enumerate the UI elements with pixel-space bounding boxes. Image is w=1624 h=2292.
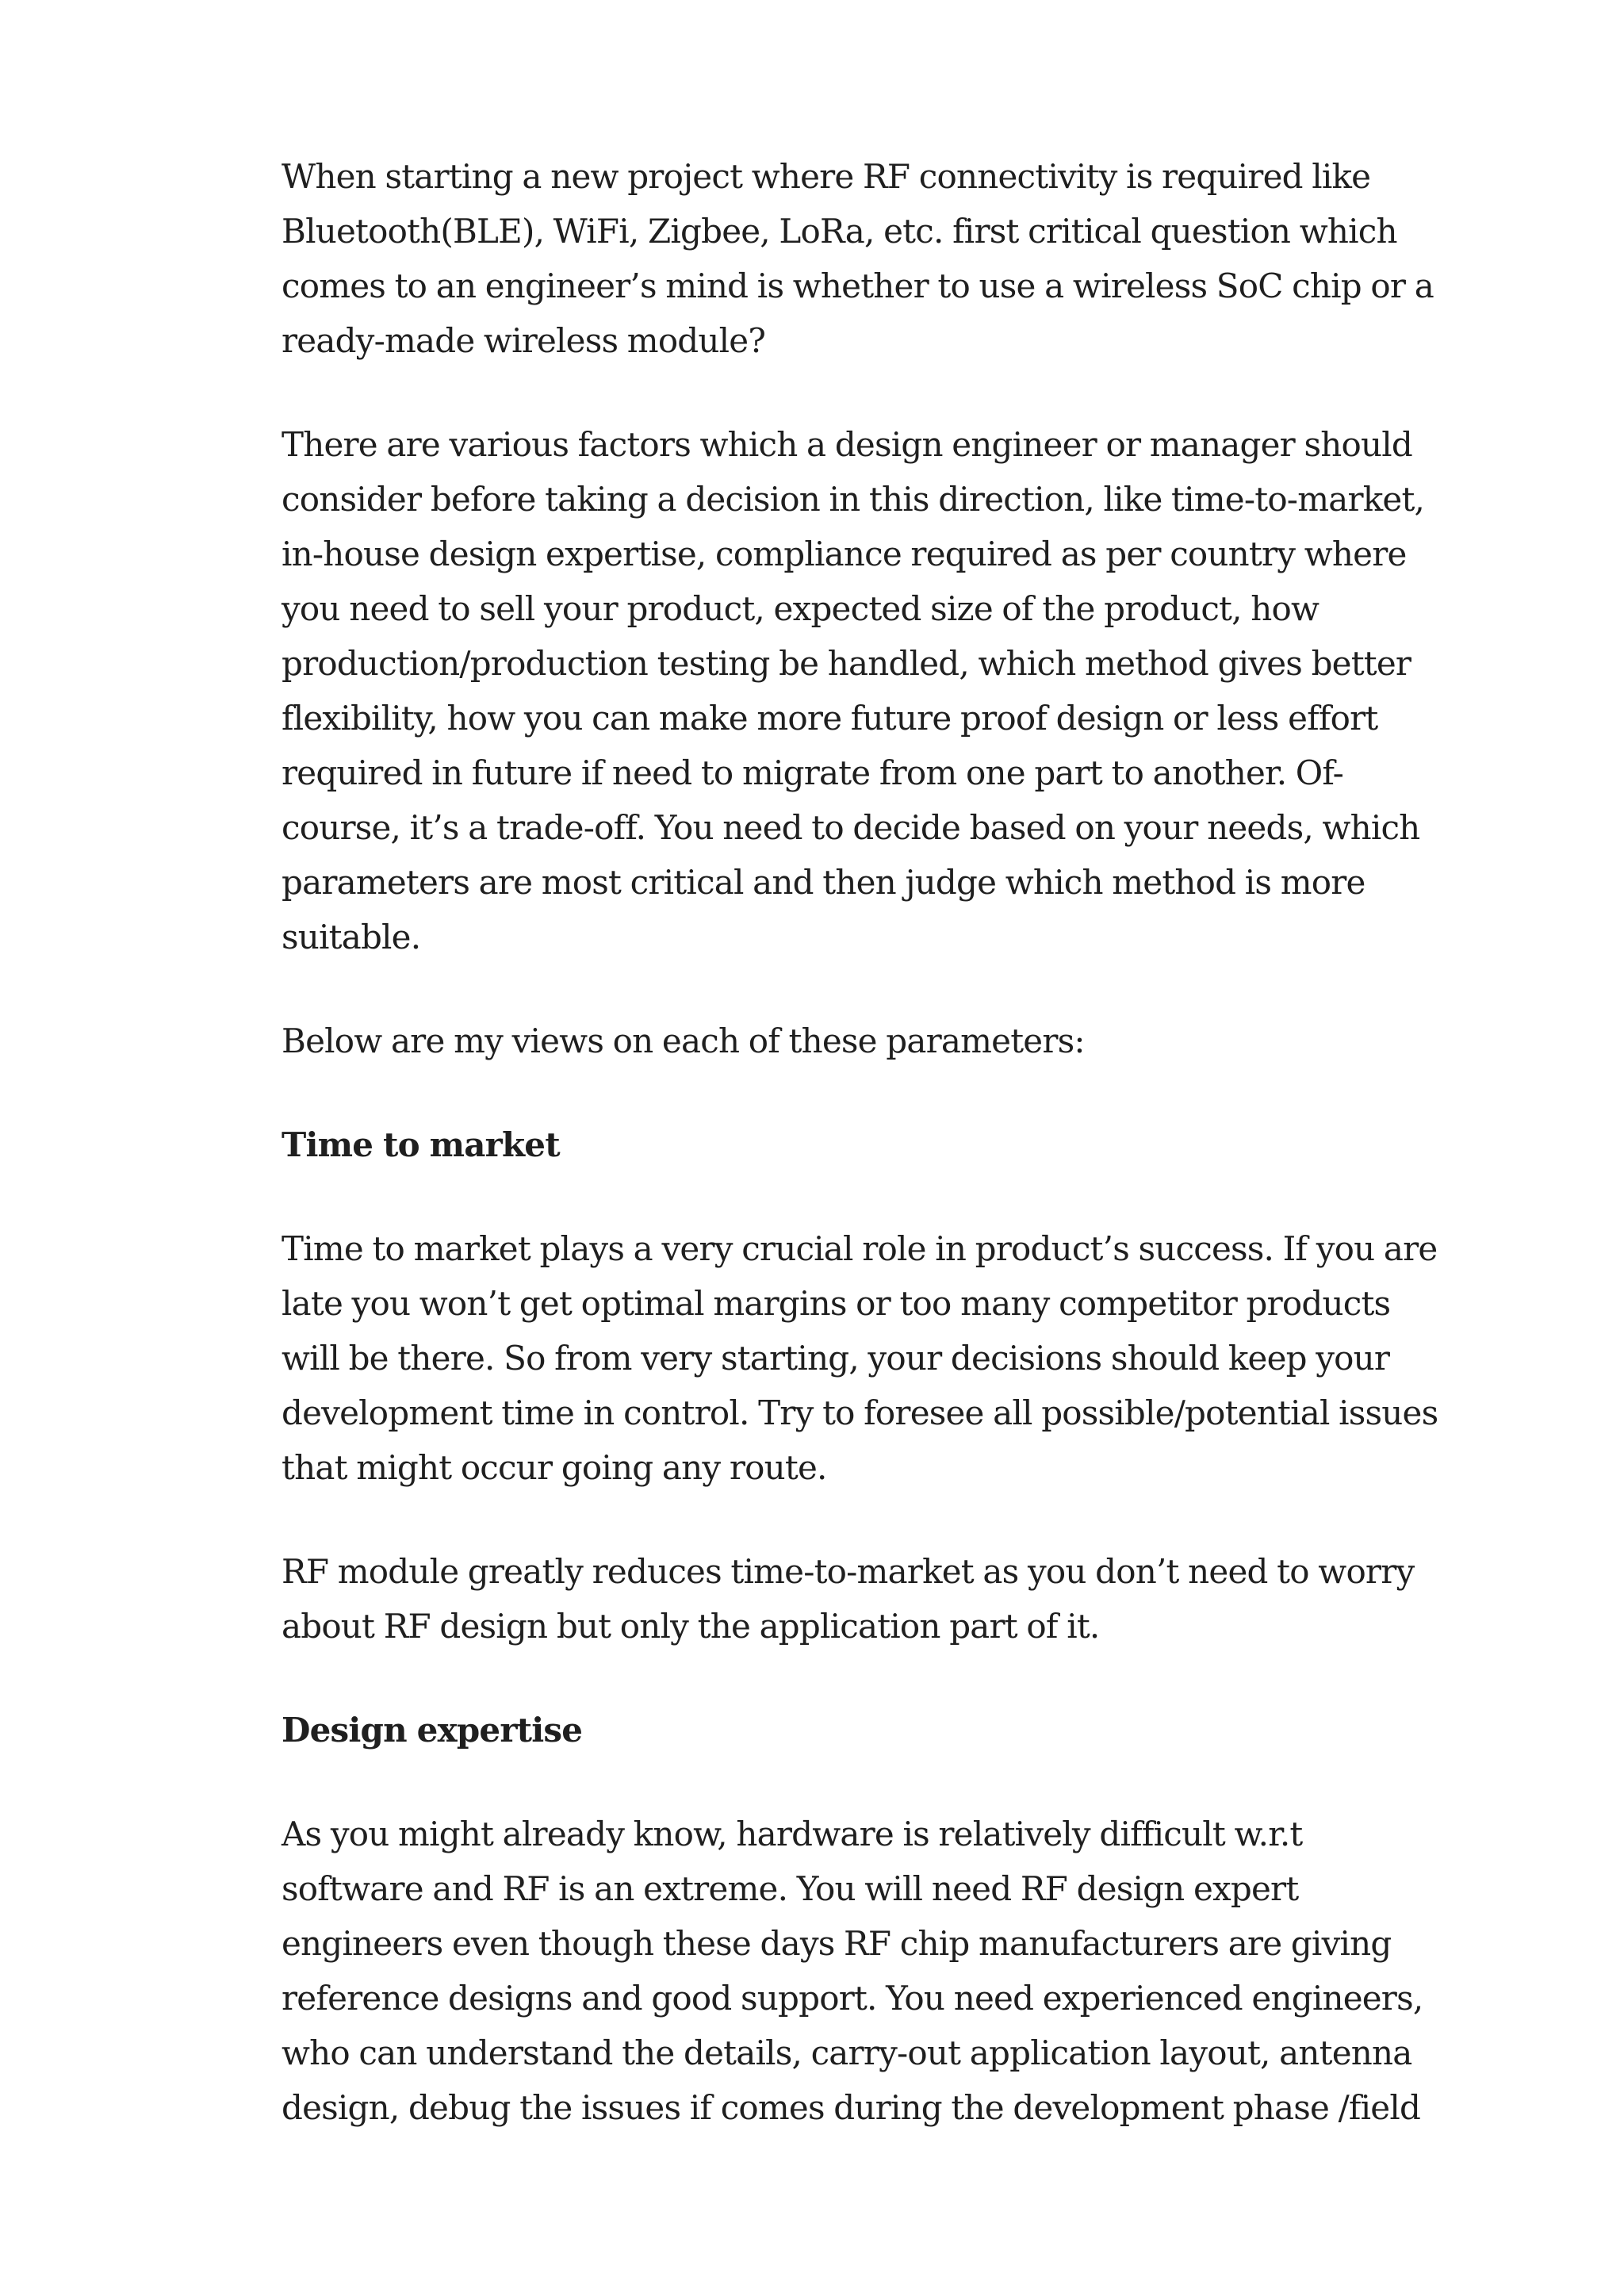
text-line: suitable. xyxy=(282,918,421,956)
heading-design-expertise xyxy=(282,1703,1368,1757)
paragraph-design-expertise xyxy=(282,1807,1423,2135)
text-line: late you won’t get optimal margins or too many competitor products xyxy=(282,1284,1391,1323)
text-line: course, it’s a trade-off. You need to decide based on your needs, which xyxy=(282,808,1420,847)
text-line: required in future if need to migrate from one part to another. Of- xyxy=(282,753,1344,792)
heading-text: Design expertise xyxy=(282,1711,583,1750)
text-line: that might occur going any route. xyxy=(282,1448,827,1487)
text-line: When starting a new project where RF connectivity is required like xyxy=(282,157,1371,196)
text-line: consider before taking a decision in this direction, like time-to-market, xyxy=(282,480,1425,519)
text-line: design, debug the issues if comes during the development phase /field xyxy=(282,2088,1421,2127)
text-line: will be there. So from very starting, your decisions should keep your xyxy=(282,1339,1390,1378)
text-line: in-house design expertise, compliance required as per country where xyxy=(282,535,1407,573)
text-line: parameters are most critical and then judge which method is more xyxy=(282,863,1365,902)
text-line: Bluetooth(BLE), WiFi, Zigbee, LoRa, etc. first critical question which xyxy=(282,212,1397,251)
heading-text: Time to market xyxy=(282,1125,560,1164)
paragraph-views xyxy=(282,1014,1368,1068)
text-line: comes to an engineer’s mind is whether to use a wireless SoC chip or a xyxy=(282,266,1434,305)
text-line: As you might already know, hardware is relatively difficult w.r.t xyxy=(282,1815,1303,1853)
paragraph-time-to-market xyxy=(282,1221,1438,1495)
text-line: There are various factors which a design engineer or manager should xyxy=(282,425,1412,464)
text-line: engineers even though these days RF chip manufacturers are giving xyxy=(282,1924,1392,1963)
text-line: development time in control. Try to foresee all possible/potential issues xyxy=(282,1393,1438,1432)
text-line: Below are my views on each of these parameters: xyxy=(282,1021,1085,1060)
text-line: flexibility, how you can make more future proof design or less effort xyxy=(282,699,1378,738)
text-line: software and RF is an extreme. You will need RF design expert xyxy=(282,1869,1299,1908)
text-line: reference designs and good support. You need experienced engineers, xyxy=(282,1979,1423,2018)
text-line: who can understand the details, carry-out application layout, antenna xyxy=(282,2033,1412,2072)
paragraph-rf-module xyxy=(282,1544,1415,1654)
text-line: about RF design but only the application part of it. xyxy=(282,1607,1100,1646)
paragraph-intro xyxy=(282,149,1434,368)
text-line: production/production testing be handled, which method gives better xyxy=(282,644,1411,683)
article-body xyxy=(282,149,1438,2184)
heading-time-to-market xyxy=(282,1117,1368,1172)
text-line: Time to market plays a very crucial role in product’s success. If you are xyxy=(282,1229,1438,1268)
text-line: you need to sell your product, expected size of the product, how xyxy=(282,589,1320,628)
text-line: RF module greatly reduces time-to-market as you don’t need to worry xyxy=(282,1552,1415,1591)
paragraph-factors xyxy=(282,417,1425,964)
text-line: ready-made wireless module? xyxy=(282,321,766,360)
